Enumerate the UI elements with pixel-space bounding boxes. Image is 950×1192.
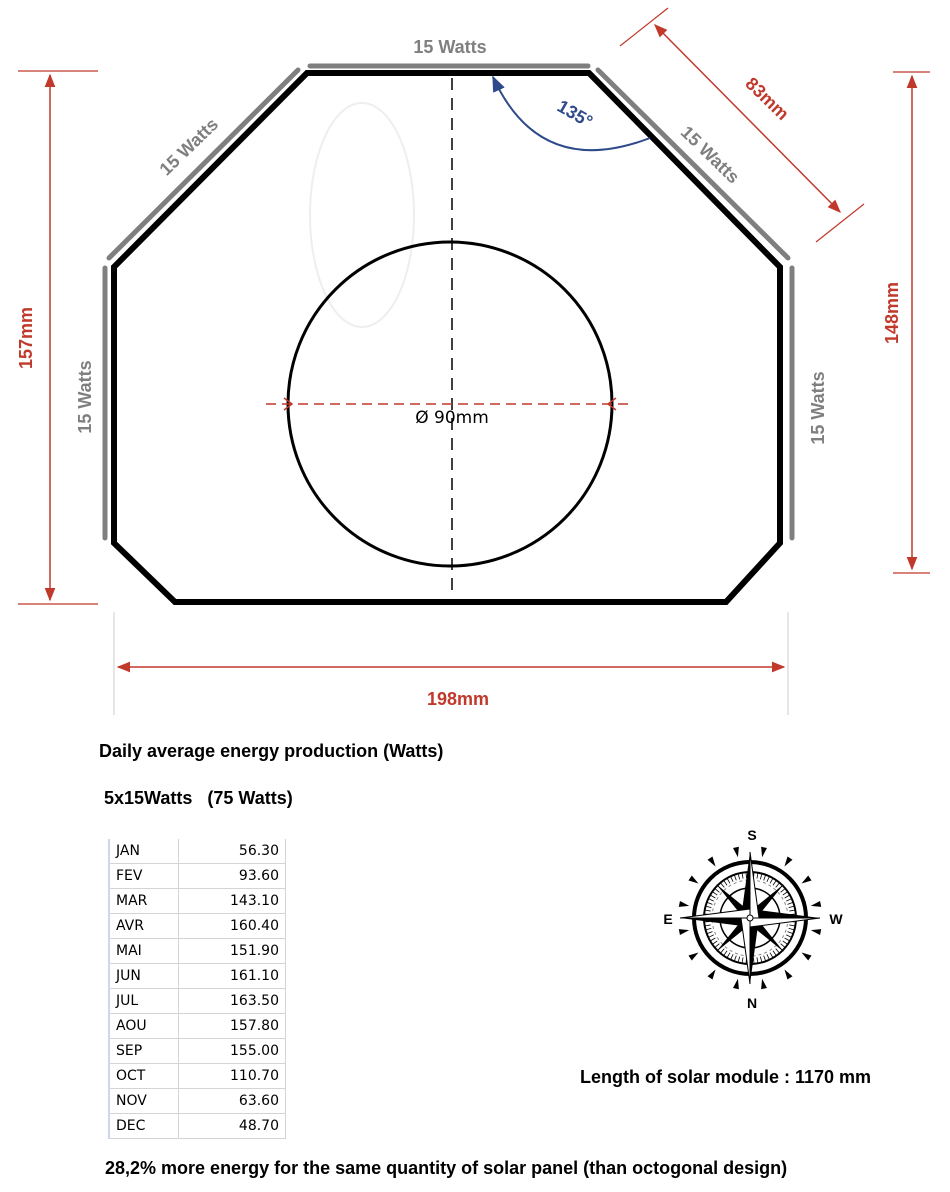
month-cell: MAI bbox=[109, 939, 179, 964]
table-row bbox=[109, 1039, 286, 1064]
month-cell: AVR bbox=[109, 914, 179, 939]
table-row bbox=[109, 939, 286, 964]
table-row bbox=[109, 1089, 286, 1114]
energy-title: Daily average energy production (Watts) bbox=[99, 741, 444, 761]
month-cell: MAR bbox=[109, 889, 179, 914]
month-cell: FEV bbox=[109, 864, 179, 889]
panel-label-left: 15 Watts bbox=[75, 360, 95, 434]
value-cell: 93.60 bbox=[179, 864, 286, 889]
month-cell: JAN bbox=[109, 839, 179, 864]
month-cell: NOV bbox=[109, 1089, 179, 1114]
value-cell: 161.10 bbox=[179, 964, 286, 989]
compass-east-label: E bbox=[663, 911, 673, 927]
panel-label-upper-left: 15 Watts bbox=[155, 114, 223, 180]
value-cell: 163.50 bbox=[179, 989, 286, 1014]
panel-label-top: 15 Watts bbox=[413, 37, 487, 57]
table-row bbox=[109, 864, 286, 889]
month-cell: JUL bbox=[109, 989, 179, 1014]
height-right-label: 148mm bbox=[882, 281, 902, 345]
height-left-label: 157mm bbox=[16, 306, 36, 370]
diagonal-label: 83mm bbox=[741, 73, 793, 124]
module-length-label: Length of solar module : 1170 mm bbox=[580, 1067, 872, 1087]
table-row bbox=[109, 839, 286, 864]
energy-table bbox=[108, 839, 286, 1139]
compass-south-label: S bbox=[747, 827, 757, 843]
compass-north-label: N bbox=[746, 995, 758, 1011]
diameter-label: Ø 90mm bbox=[415, 408, 489, 428]
value-cell: 63.60 bbox=[179, 1089, 286, 1114]
reflection-shape bbox=[310, 103, 414, 327]
panel-upper-left bbox=[109, 70, 298, 258]
month-cell: OCT bbox=[109, 1064, 179, 1089]
month-cell: SEP bbox=[109, 1039, 179, 1064]
table-row bbox=[109, 964, 286, 989]
month-cell: JUN bbox=[109, 964, 179, 989]
config-label: 5x15Watts (75 Watts) bbox=[104, 788, 293, 808]
value-cell: 157.80 bbox=[179, 1014, 286, 1039]
angle-label: 135° bbox=[553, 95, 597, 132]
compass-west-label: W bbox=[829, 911, 843, 927]
value-cell: 56.30 bbox=[179, 839, 286, 864]
table-row bbox=[109, 1014, 286, 1039]
compass-rose-icon bbox=[679, 847, 821, 989]
value-cell: 110.70 bbox=[179, 1064, 286, 1089]
panel-label-right: 15 Watts bbox=[808, 371, 828, 445]
value-cell: 143.10 bbox=[179, 889, 286, 914]
value-cell: 151.90 bbox=[179, 939, 286, 964]
month-cell: AOU bbox=[109, 1014, 179, 1039]
panel-label-upper-right: 15 Watts bbox=[676, 122, 744, 188]
table-row bbox=[109, 889, 286, 914]
table-row bbox=[109, 1114, 286, 1139]
month-cell: DEC bbox=[109, 1114, 179, 1139]
footer-note: 28,2% more energy for the same quantity of solar panel (than octogonal design) bbox=[105, 1158, 788, 1178]
value-cell: 160.40 bbox=[179, 914, 286, 939]
table-row bbox=[109, 1064, 286, 1089]
width-label: 198mm bbox=[426, 689, 490, 709]
value-cell: 155.00 bbox=[179, 1039, 286, 1064]
value-cell: 48.70 bbox=[179, 1114, 286, 1139]
table-row bbox=[109, 989, 286, 1014]
table-row bbox=[109, 914, 286, 939]
